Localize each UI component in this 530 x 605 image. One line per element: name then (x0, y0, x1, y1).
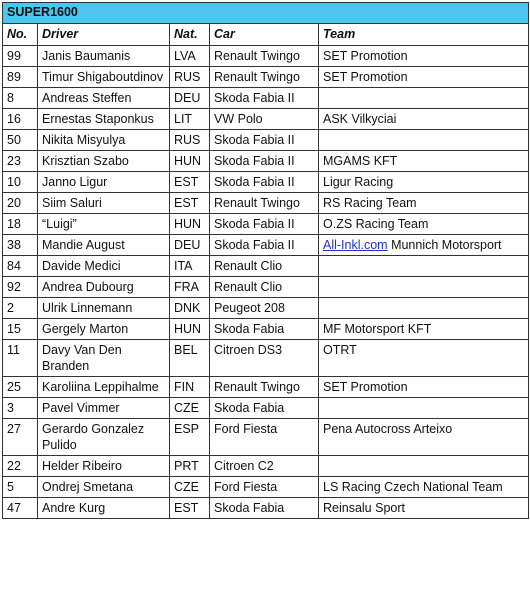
cell-team (319, 256, 529, 277)
table-row (3, 456, 529, 477)
table-row (3, 214, 529, 235)
cell-nat: EST (170, 193, 210, 214)
team-link[interactable]: All-Inkl.com (323, 238, 388, 252)
cell-driver: “Luigi” (38, 214, 170, 235)
cell-car: Ford Fiesta (210, 477, 319, 498)
cell-driver: Nikita Misyulya (38, 130, 170, 151)
cell-car: Skoda Fabia II (210, 151, 319, 172)
cell-car: Peugeot 208 (210, 298, 319, 319)
cell-no: 20 (3, 193, 38, 214)
cell-driver: Timur Shigaboutdinov (38, 67, 170, 88)
cell-team: Reinsalu Sport (319, 498, 529, 519)
cell-driver: Krisztian Szabo (38, 151, 170, 172)
table-row (3, 340, 529, 377)
cell-driver: Karoliina Leppihalme (38, 377, 170, 398)
cell-no: 3 (3, 398, 38, 419)
cell-driver: Helder Ribeiro (38, 456, 170, 477)
cell-nat: EST (170, 172, 210, 193)
cell-team (319, 130, 529, 151)
table-title-row (3, 3, 529, 24)
cell-team (319, 88, 529, 109)
cell-car: Ford Fiesta (210, 419, 319, 456)
cell-driver: Ernestas Staponkus (38, 109, 170, 130)
table-row (3, 319, 529, 340)
table-row (3, 235, 529, 256)
cell-driver: Andreas Steffen (38, 88, 170, 109)
cell-driver: Andre Kurg (38, 498, 170, 519)
table-row (3, 256, 529, 277)
cell-driver: Janno Ligur (38, 172, 170, 193)
table-row (3, 172, 529, 193)
cell-team: ASK Vilkyciai (319, 109, 529, 130)
cell-team: SET Promotion (319, 377, 529, 398)
cell-nat: CZE (170, 398, 210, 419)
table-row (3, 130, 529, 151)
cell-car: Skoda Fabia II (210, 214, 319, 235)
cell-team (319, 277, 529, 298)
cell-driver: Ulrik Linnemann (38, 298, 170, 319)
header-no: No. (3, 24, 38, 46)
cell-car: Renault Twingo (210, 67, 319, 88)
cell-driver: Davy Van Den Branden (38, 340, 170, 377)
cell-nat: FIN (170, 377, 210, 398)
cell-team: LS Racing Czech National Team (319, 477, 529, 498)
table-row (3, 377, 529, 398)
cell-no: 16 (3, 109, 38, 130)
cell-team: SET Promotion (319, 46, 529, 67)
cell-car: Renault Clio (210, 277, 319, 298)
table-row (3, 193, 529, 214)
cell-car: Citroen C2 (210, 456, 319, 477)
cell-team: RS Racing Team (319, 193, 529, 214)
cell-no: 22 (3, 456, 38, 477)
cell-nat: BEL (170, 340, 210, 377)
cell-nat: HUN (170, 214, 210, 235)
cell-car: Skoda Fabia (210, 398, 319, 419)
cell-no: 27 (3, 419, 38, 456)
table-row (3, 46, 529, 67)
cell-no: 2 (3, 298, 38, 319)
cell-no: 23 (3, 151, 38, 172)
table-row (3, 151, 529, 172)
cell-no: 10 (3, 172, 38, 193)
cell-car: Renault Twingo (210, 377, 319, 398)
cell-no: 38 (3, 235, 38, 256)
table-row (3, 419, 529, 456)
cell-no: 25 (3, 377, 38, 398)
cell-team (319, 398, 529, 419)
cell-nat: DNK (170, 298, 210, 319)
cell-no: 8 (3, 88, 38, 109)
cell-nat: ESP (170, 419, 210, 456)
cell-nat: EST (170, 498, 210, 519)
cell-car: Renault Twingo (210, 46, 319, 67)
cell-driver: Andrea Dubourg (38, 277, 170, 298)
cell-car: Citroen DS3 (210, 340, 319, 377)
cell-nat: DEU (170, 235, 210, 256)
cell-car: Renault Clio (210, 256, 319, 277)
cell-driver: Gergely Marton (38, 319, 170, 340)
table-row (3, 88, 529, 109)
cell-car: Skoda Fabia II (210, 235, 319, 256)
cell-team (319, 456, 529, 477)
table-row (3, 67, 529, 88)
table-title: SUPER1600 (3, 3, 529, 24)
cell-team: MF Motorsport KFT (319, 319, 529, 340)
cell-nat: DEU (170, 88, 210, 109)
table-row (3, 398, 529, 419)
cell-no: 92 (3, 277, 38, 298)
cell-team: O.ZS Racing Team (319, 214, 529, 235)
table-row (3, 109, 529, 130)
cell-nat: RUS (170, 130, 210, 151)
header-driver: Driver (38, 24, 170, 46)
cell-driver: Gerardo Gonzalez Pulido (38, 419, 170, 456)
cell-team: Pena Autocross Arteixo (319, 419, 529, 456)
cell-no: 99 (3, 46, 38, 67)
cell-nat: HUN (170, 151, 210, 172)
cell-nat: CZE (170, 477, 210, 498)
cell-no: 47 (3, 498, 38, 519)
cell-no: 89 (3, 67, 38, 88)
cell-team (319, 298, 529, 319)
cell-driver: Ondrej Smetana (38, 477, 170, 498)
cell-team: SET Promotion (319, 67, 529, 88)
cell-driver: Pavel Vimmer (38, 398, 170, 419)
entry-list (2, 2, 528, 519)
cell-driver: Davide Medici (38, 256, 170, 277)
entry-table (2, 2, 529, 519)
cell-no: 11 (3, 340, 38, 377)
header-car: Car (210, 24, 319, 46)
cell-no: 50 (3, 130, 38, 151)
team-name: Munnich Motorsport (387, 238, 502, 252)
cell-team: MGAMS KFT (319, 151, 529, 172)
cell-nat: HUN (170, 319, 210, 340)
cell-nat: LVA (170, 46, 210, 67)
table-row (3, 477, 529, 498)
cell-car: Skoda Fabia II (210, 172, 319, 193)
header-nat: Nat. (170, 24, 210, 46)
table-row (3, 277, 529, 298)
cell-driver: Janis Baumanis (38, 46, 170, 67)
cell-car: Skoda Fabia II (210, 88, 319, 109)
cell-team (319, 235, 529, 256)
header-team: Team (319, 24, 529, 46)
header-row (3, 24, 529, 46)
cell-team: OTRT (319, 340, 529, 377)
cell-nat: FRA (170, 277, 210, 298)
cell-no: 15 (3, 319, 38, 340)
cell-nat: ITA (170, 256, 210, 277)
table-row (3, 498, 529, 519)
cell-nat: RUS (170, 67, 210, 88)
cell-car: Skoda Fabia (210, 498, 319, 519)
cell-no: 84 (3, 256, 38, 277)
cell-team: Ligur Racing (319, 172, 529, 193)
cell-car: Skoda Fabia (210, 319, 319, 340)
cell-no: 5 (3, 477, 38, 498)
cell-driver: Siim Saluri (38, 193, 170, 214)
cell-driver: Mandie August (38, 235, 170, 256)
cell-nat: PRT (170, 456, 210, 477)
cell-car: VW Polo (210, 109, 319, 130)
cell-car: Skoda Fabia II (210, 130, 319, 151)
cell-nat: LIT (170, 109, 210, 130)
cell-car: Renault Twingo (210, 193, 319, 214)
table-row (3, 298, 529, 319)
cell-no: 18 (3, 214, 38, 235)
